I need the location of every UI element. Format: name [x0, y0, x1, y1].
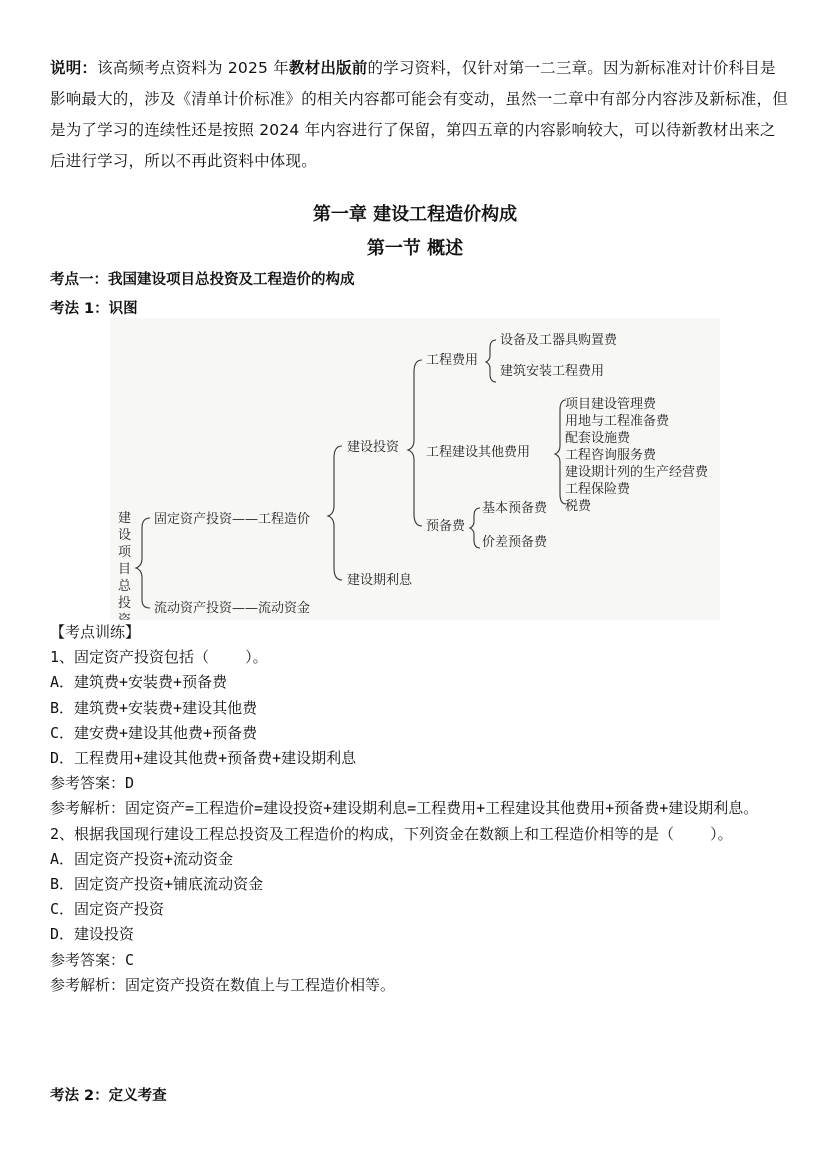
current-asset-label: 流动资产投资——流动资金 [154, 601, 311, 616]
other-item-3: 配套设施费 [565, 431, 631, 446]
diagram-svg [110, 318, 720, 620]
other-item-7: 税费 [565, 499, 592, 514]
root-char-5: 总 [118, 579, 132, 594]
install-label: 建筑安装工程费用 [500, 364, 605, 379]
construction-interest-label: 建设期利息 [347, 573, 413, 588]
method-1-heading: 考法 1：识图 [50, 301, 138, 317]
section-title: 第一节 概述 [366, 238, 464, 259]
root-char-7 [118, 612, 132, 620]
q2-option-d: D．建设投资 [50, 925, 135, 944]
root-char-1: 建 [118, 511, 132, 526]
point-heading: 考点一：我国建设项目总投资及工程造价的构成 [50, 272, 355, 288]
construction-investment-label: 建设投资 [347, 440, 400, 455]
q2-option-c: C．固定资产投资 [50, 900, 165, 919]
root-brace [136, 518, 150, 608]
q1-answer: 参考答案：D [50, 774, 135, 793]
other-cost-label: 工程建设其他费用 [426, 445, 531, 460]
other-item-4: 工程咨询服务费 [565, 448, 657, 463]
method-2-heading: 考法 2：定义考查 [50, 1088, 167, 1104]
price-reserve-label: 价差预备费 [482, 535, 548, 550]
q1-option-b: B．建筑费+安装费+建设其他费 [50, 698, 258, 717]
q1-stem: 1、固定资产投资包括（ ）。 [50, 648, 268, 667]
basic-reserve-label: 基本预备费 [482, 501, 548, 516]
q2-answer: 参考答案：C [50, 950, 135, 969]
intro-bold-text: 教材出版前 [288, 59, 368, 77]
investment-brace [408, 360, 422, 526]
q2-option-b: B．固定资产投资+铺底流动资金 [50, 875, 264, 894]
exercise-header: 【考点训练】 [50, 623, 141, 641]
other-item-2: 用地与工程准备费 [565, 414, 670, 429]
equipment-label: 设备及工器具购置费 [500, 333, 618, 348]
q1-option-a: A．建筑费+安装费+预备费 [50, 673, 228, 692]
root-char-2: 设 [118, 528, 132, 543]
other-item-5: 建设期计列的生产经营费 [565, 465, 709, 480]
reserve-label: 预备费 [426, 519, 466, 534]
q2-stem: 2、根据我国现行建设工程总投资及工程造价的构成，下列资金在数额上和工程造价相等的是（ ）。 [50, 824, 733, 843]
q1-option-d: D．工程费用+建设其他费+预备费+建设期利息 [50, 749, 357, 768]
root-char-4: 目 [118, 562, 132, 577]
cost-brace [328, 446, 342, 580]
intro-text-2: 的学习资料，仅针对第一二三章。因为新标准对计价科目是影响最大的，涉及《清单计价标准》的相关内容都可能会有变动，虽然一二章中有部分内容涉及新标准，但是为了学习的连续性还是按照 2024 年内容进行了保留，第四五章的内容影响较大，可以待新教材出来之后进行学习，所以不再此资料中体现。 [50, 59, 788, 170]
exercise-section [50, 620, 790, 998]
reserve-brace [470, 508, 480, 548]
q2-option-a: A．固定资产投资+流动资金 [50, 849, 234, 868]
other-item-6: 工程保险费 [565, 482, 631, 497]
investment-structure-diagram [110, 318, 720, 620]
intro-label: 说明： [50, 59, 98, 77]
fixed-asset-label: 固定资产投资——工程造价 [154, 512, 311, 527]
intro-paragraph [50, 53, 788, 177]
engineering-cost-label: 工程费用 [426, 353, 479, 368]
q2-analysis: 参考解析：固定资产投资在数值上与工程造价相等。 [50, 975, 396, 994]
engineering-brace [486, 340, 496, 382]
q1-option-c: C．建安费+建设其他费+预备费 [50, 723, 258, 742]
root-char-3: 项 [118, 545, 132, 560]
root-char-6: 投 [118, 596, 132, 611]
q1-analysis: 参考解析：固定资产=工程造价=建设投资+建设期利息=工程费用+工程建设其他费用+预备费+建设期利息。 [50, 799, 759, 818]
chapter-title: 第一章 建设工程造价构成 [312, 204, 518, 225]
intro-text-1: 该高频考点资料为 2025 年 [97, 59, 289, 77]
other-item-1: 项目建设管理费 [565, 397, 657, 412]
